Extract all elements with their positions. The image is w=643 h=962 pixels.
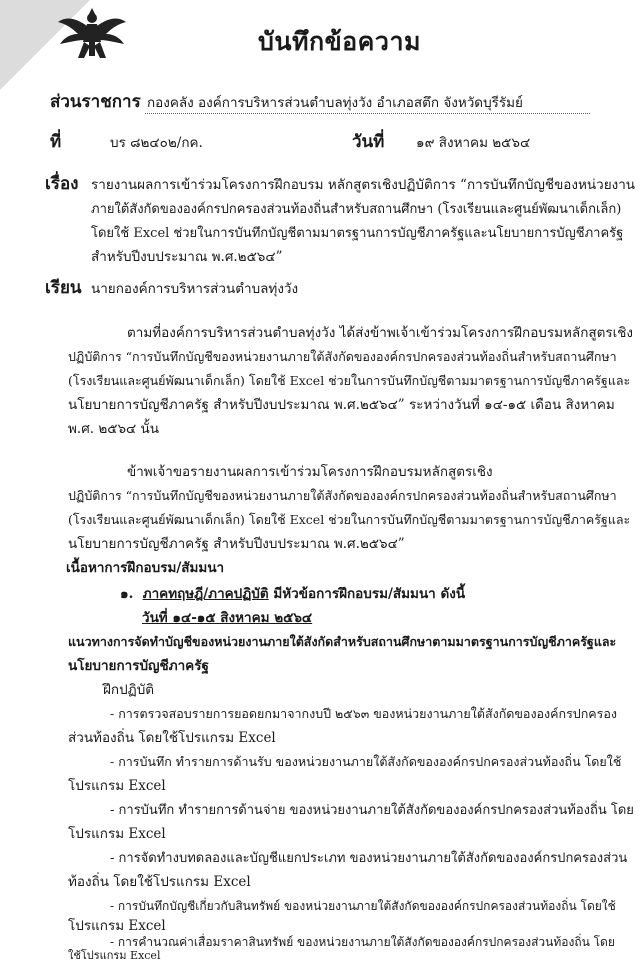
to-value: นายกองค์การบริหารส่วนตำบลทุ่งวัง [91,281,299,297]
content-heading: เนื้อหาการฝึกอบรม/สัมมนา [66,560,225,576]
agency-dotted-line [145,113,590,114]
subject-label: เรื่อง [45,174,79,194]
practice-item-cont: โปรแกรม Excel [68,778,166,794]
practice-label: ฝึกปฏิบัติ [103,682,155,698]
para1-line: ปฏิบัติการ “การบันทึกบัญชีของหน่วยงานภายใต้สังกัดขององค์กรปกครองส่วนท้องถิ่นสำหรับสถานศึกษา [68,349,617,364]
practice-item-cont: ท้องถิ่น โดยใช้โปรแกรม Excel [68,874,251,890]
practice-item-cont: โปรแกรม Excel [68,826,166,842]
item1-rest: มีหัวข้อการฝึกอบรม/สัมมนา ดังนี้ [268,586,466,602]
to-label: เรียน [45,278,82,298]
practice-item: - การจัดทำงบทดลองและบัญชีแยกประเภท ของหน่วยงานภายใต้สังกัดขององค์กรปกครองส่วน [110,851,628,866]
guideline-line: แนวทางการจัดทำบัญชีของหน่วยงานภายใต้สังกัดสำหรับสถานศึกษาตามมาตรฐานการบัญชีภาครัฐและ [68,634,617,649]
date-label: วันที่ [352,132,385,152]
para1-line: พ.ศ. ๒๕๖๔ นั้น [68,421,159,437]
agency-label: ส่วนราชการ [50,92,141,112]
item1-heading [120,588,465,602]
subject-line: โดยใช้ Excel ช่วยในการบันทึกบัญชีตามมาตรฐานการบัญชีภาครัฐและนโยบายการบัญชีภาครัฐ [91,226,624,241]
subject-line: สำหรับปีงบประมาณ พ.ศ.๒๕๖๔” [91,249,283,265]
subject-line: ภายใต้สังกัดขององค์กรปกครองส่วนท้องถิ่นสำหรับสถานศึกษา (โรงเรียนและศูนย์พัฒนาเด็กเล็ก) [91,202,622,217]
para1-line: (โรงเรียนและศูนย์พัฒนาเด็กเล็ก) โดยใช้ Excel ช่วยในการบันทึกบัญชีตามมาตรฐานการบัญชีภาครัฐและ [68,373,631,388]
practice-item: - การบันทึกบัญชีเกี่ยวกับสินทรัพย์ ของหน่วยงานภายใต้สังกัดขององค์กรปกครองส่วนท้องถิ่น โดยใช้ [110,899,616,913]
practice-item: - การบันทึก ทำรายการด้านรับ ของหน่วยงานภายใต้สังกัดขององค์กรปกครองส่วนท้องถิ่น โดยใช้ [110,754,622,769]
guideline-line: นโยบายการบัญชีภาครัฐ [68,658,209,674]
para2-line: นโยบายการบัญชีภาครัฐ สำหรับปีงบประมาณ พ.ศ.๒๕๖๔” [68,536,405,552]
ref-label: ที่ [50,132,62,152]
ref-value: บร ๘๒๔๐๒/กค. [110,135,203,151]
garuda-emblem-icon [56,4,128,64]
date-value: ๑๙ สิงหาคม ๒๕๖๔ [416,135,531,151]
page-title: บันทึกข้อความ [258,27,421,56]
subject-line: รายงานผลการเข้าร่วมโครงการฝึกอบรม หลักสูตรเชิงปฏิบัติการ “การบันทึกบัญชีของหน่วยงาน [91,177,636,193]
item1-date: วันที่ ๑๔-๑๕ สิงหาคม ๒๕๖๔ [142,610,313,626]
para2-line: (โรงเรียนและศูนย์พัฒนาเด็กเล็ก) โดยใช้ Excel ช่วยในการบันทึกบัญชีตามมาตรฐานการบัญชีภาครัฐและ [68,512,631,527]
para1-line: นโยบายการบัญชีภาครัฐ สำหรับปีงบประมาณ พ.ศ.๒๕๖๔” ระหว่างวันที่ ๑๔-๑๕ เดือน สิงหาคม [68,397,615,413]
practice-item: - การบันทึก ทำรายการด้านจ่าย ของหน่วยงานภายใต้สังกัดขององค์กรปกครองส่วนท้องถิ่น โดย [110,803,634,818]
practice-item: - การตรวจสอบรายการยอดยกมาจากงบปี ๒๕๖๓ ของหน่วยงานภายใต้สังกัดขององค์กรปกครอง [110,706,617,721]
practice-item-cont: โปรแกรม Excel [68,918,166,934]
practice-item-cont: ส่วนท้องถิ่น โดยใช้โปรแกรม Excel [68,730,276,746]
item1-underlined: ภาคทฤษฎี/ภาคปฏิบัติ [142,586,269,602]
para1-line: ตามที่องค์การบริหารส่วนตำบลทุ่งวัง ได้ส่งข้าพเจ้าเข้าร่วมโครงการฝึกอบรมหลักสูตรเชิง [127,325,633,341]
para2-line: ปฏิบัติการ “การบันทึกบัญชีของหน่วยงานภายใต้สังกัดขององค์กรปกครองส่วนท้องถิ่นสำหรับสถานศึกษา [68,488,617,503]
practice-item-cont: ใช้โปรแกรม Excel [68,949,161,962]
item1-number: ๑. [120,586,134,602]
agency-value: กองคลัง องค์การบริหารส่วนตำบลทุ่งวัง อำเภอสตึก จังหวัดบุรีรัมย์ [147,95,523,111]
practice-item: - การคำนวณค่าเสื่อมราคาสินทรัพย์ ของหน่วยงานภายใต้สังกัดขององค์กรปกครองส่วนท้องถิ่น โดย [110,935,615,949]
para2-line: ข้าพเจ้าขอรายงานผลการเข้าร่วมโครงการฝึกอบรมหลักสูตรเชิง [127,464,493,480]
